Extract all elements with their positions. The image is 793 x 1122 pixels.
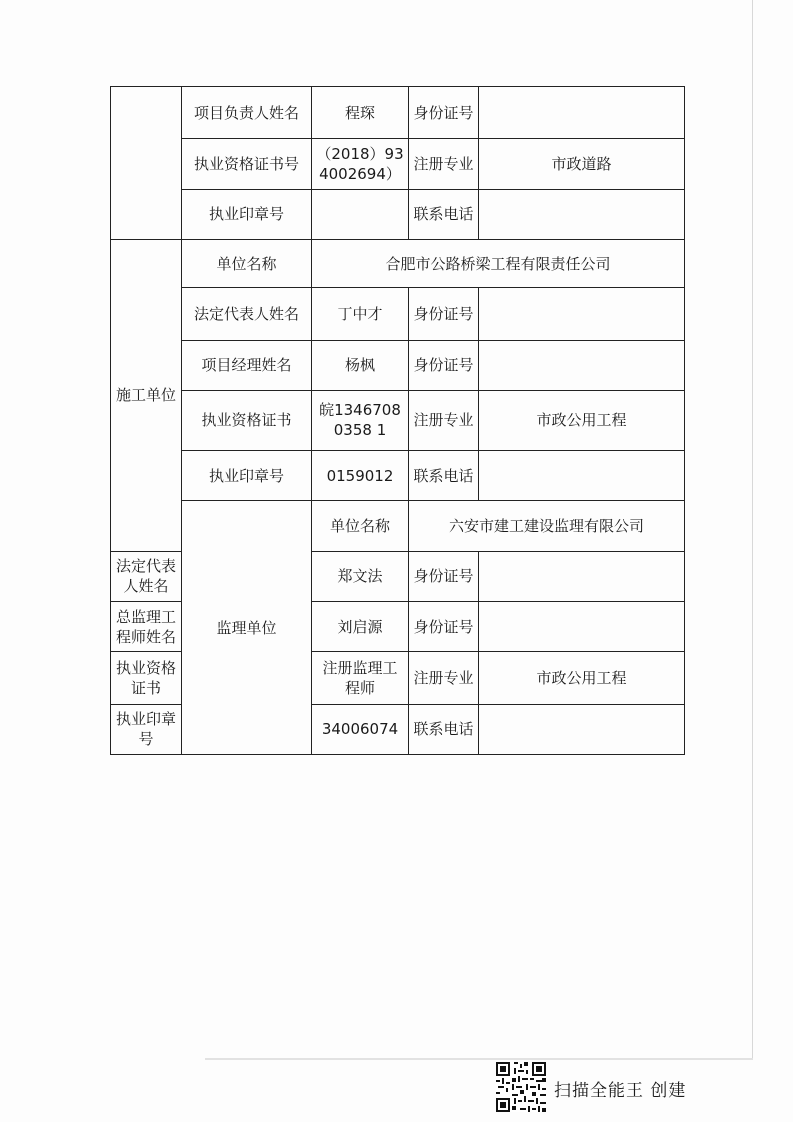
field-value xyxy=(479,551,685,601)
table-row xyxy=(111,239,685,287)
field-value: 六安市建工建设监理有限公司 xyxy=(409,501,685,551)
field-label: 注册专业 xyxy=(409,652,479,704)
table-row xyxy=(111,189,685,239)
field-value xyxy=(312,189,409,239)
field-label: 身份证号 xyxy=(409,288,479,340)
field-value: 市政公用工程 xyxy=(479,390,685,450)
field-label: 身份证号 xyxy=(409,340,479,390)
field-value: 皖13467080358 1 xyxy=(312,390,409,450)
field-label: 项目负责人姓名 xyxy=(182,87,312,139)
table-row xyxy=(111,340,685,390)
field-value xyxy=(479,189,685,239)
field-value xyxy=(479,87,685,139)
field-value xyxy=(479,288,685,340)
field-value: 34006074 xyxy=(312,704,409,754)
field-label: 项目经理姓名 xyxy=(182,340,312,390)
page-edge-bottom xyxy=(205,1058,753,1060)
field-label: 联系电话 xyxy=(409,189,479,239)
field-label: 单位名称 xyxy=(312,501,409,551)
field-value: 0159012 xyxy=(312,451,409,501)
qr-code-icon xyxy=(496,1062,546,1112)
field-value: 杨枫 xyxy=(312,340,409,390)
field-label: 单位名称 xyxy=(182,239,312,287)
field-label: 联系电话 xyxy=(409,704,479,754)
table-row xyxy=(111,501,685,551)
section-label-supervision: 监理单位 xyxy=(182,501,312,755)
table-row xyxy=(111,87,685,139)
field-value: 合肥市公路桥梁工程有限责任公司 xyxy=(312,239,685,287)
field-label: 联系电话 xyxy=(409,451,479,501)
field-value: 注册监理工程师 xyxy=(312,652,409,704)
field-label: 注册专业 xyxy=(409,390,479,450)
scanner-watermark-text: 扫描全能王 创建 xyxy=(554,1081,687,1101)
table-row xyxy=(111,139,685,189)
field-label: 执业印章号 xyxy=(182,451,312,501)
table-row xyxy=(111,451,685,501)
field-label: 身份证号 xyxy=(409,551,479,601)
field-value: 刘启源 xyxy=(312,602,409,652)
field-label: 执业资格证书 xyxy=(182,390,312,450)
field-label: 身份证号 xyxy=(409,87,479,139)
field-value: 程琛 xyxy=(312,87,409,139)
field-label: 执业印章号 xyxy=(111,704,182,754)
field-value xyxy=(479,602,685,652)
field-value: （2018）934002694） xyxy=(312,139,409,189)
field-label: 法定代表人姓名 xyxy=(182,288,312,340)
field-label: 执业印章号 xyxy=(182,189,312,239)
field-label: 执业资格证书 xyxy=(111,652,182,704)
scanner-watermark xyxy=(496,1062,726,1114)
table-row xyxy=(111,288,685,340)
registration-form-table xyxy=(110,86,685,755)
field-value: 丁中才 xyxy=(312,288,409,340)
field-value xyxy=(479,451,685,501)
field-label: 总监理工程师姓名 xyxy=(111,602,182,652)
section-label-construction: 施工单位 xyxy=(111,239,182,551)
section-cell-empty xyxy=(111,87,182,240)
field-label: 执业资格证书号 xyxy=(182,139,312,189)
page-edge-right xyxy=(752,0,753,1060)
field-value xyxy=(479,340,685,390)
field-value: 郑文法 xyxy=(312,551,409,601)
field-label: 法定代表人姓名 xyxy=(111,551,182,601)
field-label: 身份证号 xyxy=(409,602,479,652)
field-value xyxy=(479,704,685,754)
field-value: 市政道路 xyxy=(479,139,685,189)
field-label: 注册专业 xyxy=(409,139,479,189)
field-value: 市政公用工程 xyxy=(479,652,685,704)
table-row xyxy=(111,390,685,450)
